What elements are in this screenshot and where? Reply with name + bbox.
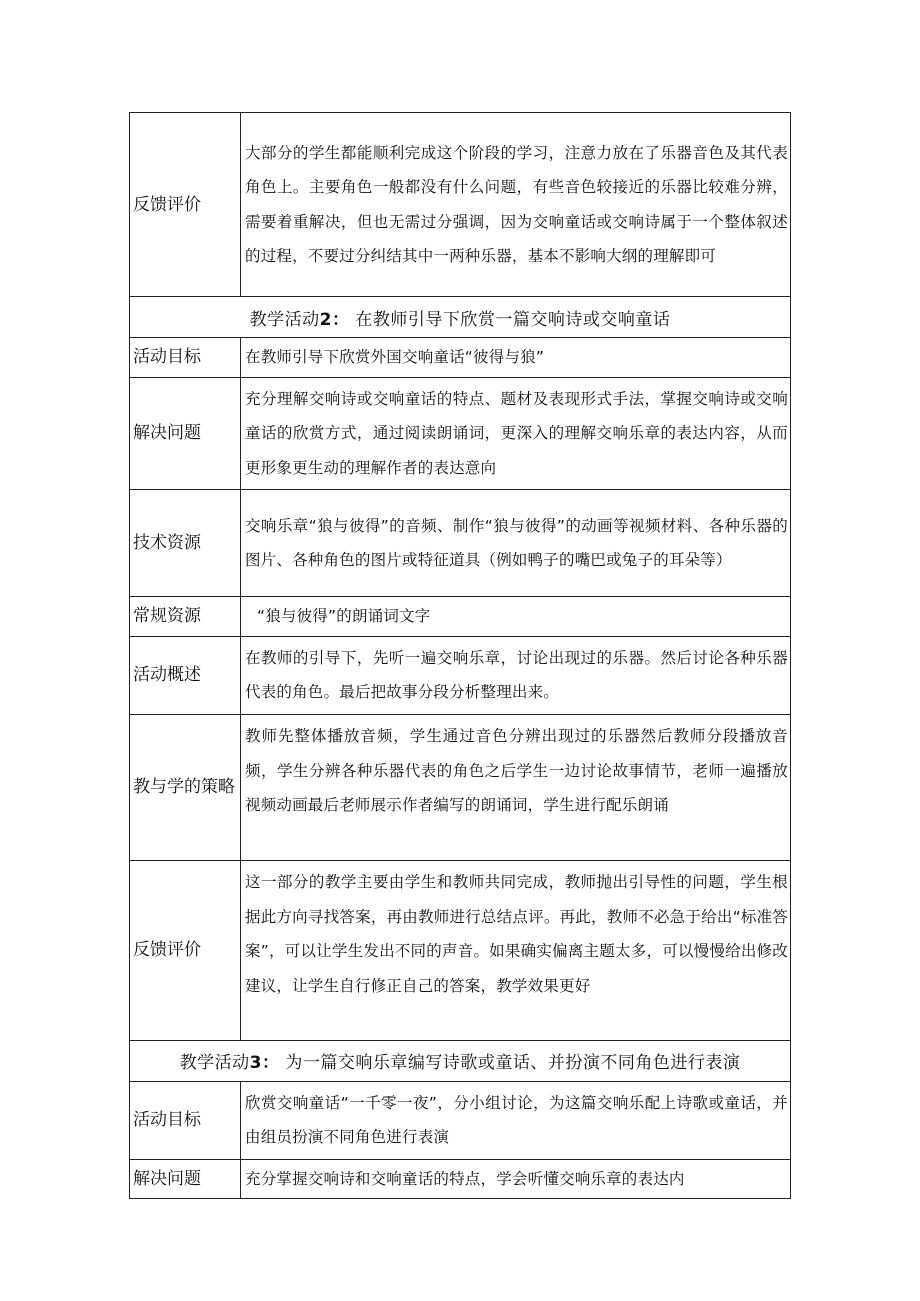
table-row-goal-2 [130, 338, 791, 378]
row-label: 技术资源 [130, 490, 241, 597]
row-label: 教与学的策略 [130, 714, 241, 860]
row-content: 欣赏交响童话“一千零一夜”，分小组讨论，为这篇交响乐配上诗歌或童话，并由组员扮演不同角色进行表演 [241, 1081, 791, 1159]
row-content: “狼与彼得”的朗诵词文字 [241, 597, 791, 637]
row-label: 活动目标 [130, 1081, 241, 1159]
row-content: 在教师的引导下，先听一遍交响乐章，讨论出现过的乐器。然后讨论各种乐器代表的角色。最后把故事分段分析整理出来。 [241, 636, 791, 714]
row-label: 活动目标 [130, 338, 241, 378]
row-content: 交响乐章“狼与彼得”的音频、制作“狼与彼得”的动画等视频材料、各种乐器的图片、各种角色的图片或特征道具（例如鸭子的嘴巴或兔子的耳朵等） [241, 490, 791, 597]
table-row-feedback-2 [130, 860, 791, 1040]
heading-number: 2： [319, 309, 350, 330]
table-row-problem-2 [130, 377, 791, 490]
lesson-plan-table [129, 112, 791, 1199]
row-content: 教师先整体播放音频，学生通过音色分辨出现过的乐器然后教师分段播放音频，学生分辨各种乐器代表的角色之后学生一边讨论故事情节，老师一遍播放视频动画最后老师展示作者编写的朗诵词，学生进行配乐朗诵 [241, 714, 791, 860]
table-row-strategy-2 [130, 714, 791, 860]
row-label: 反馈评价 [130, 860, 241, 1040]
heading-prefix: 教学活动 [179, 1053, 250, 1073]
row-content: 充分理解交响诗或交响童话的特点、题材及表现形式手法，掌握交响诗或交响童话的欣赏方式，通过阅读朗诵词，更深入的理解交响乐章的表达内容，从而更形象更生动的理解作者的表达意向 [241, 377, 791, 490]
heading-title: 为一篇交响乐章编写诗歌或童话、并扮演不同角色进行表演 [285, 1053, 741, 1073]
table-row-problem-3 [130, 1159, 791, 1199]
row-label: 反馈评价 [130, 113, 241, 297]
heading-title: 在教师引导下欣赏一篇交响诗或交响童话 [355, 309, 671, 330]
heading-number: 3： [249, 1053, 280, 1073]
activity-heading-3 [130, 1040, 791, 1081]
activity-heading-2 [130, 297, 791, 338]
row-label: 解决问题 [130, 377, 241, 490]
row-content: 充分掌握交响诗和交响童话的特点，学会听懂交响乐章的表达内 [241, 1159, 791, 1199]
table-row-overview-2 [130, 636, 791, 714]
table-row-tech-2 [130, 490, 791, 597]
row-label: 解决问题 [130, 1159, 241, 1199]
row-label: 活动概述 [130, 636, 241, 714]
table-row-feedback-1 [130, 113, 791, 297]
row-label: 常规资源 [130, 597, 241, 637]
row-content: 大部分的学生都能顺利完成这个阶段的学习，注意力放在了乐器音色及其代表角色上。主要角色一般都没有什么问题，有些音色较接近的乐器比较难分辨，需要着重解决，但也无需过分强调，因为交响童话或交响诗属于一个整体叙述的过程，不要过分纠结其中一两种乐器，基本不影响大纲的理解即可 [241, 113, 791, 297]
table-row-regular-2 [130, 597, 791, 637]
row-content: 这一部分的教学主要由学生和教师共同完成，教师抛出引导性的问题，学生根据此方向寻找答案，再由教师进行总结点评。再此，教师不必急于给出“标准答案”，可以让学生发出不同的声音。如果确实偏离主题太多，可以慢慢给出修改建议，让学生自行修正自己的答案，教学效果更好 [241, 860, 791, 1040]
table-row-goal-3 [130, 1081, 791, 1159]
heading-prefix: 教学活动 [249, 309, 320, 330]
row-content: 在教师引导下欣赏外国交响童话“彼得与狼” [241, 338, 791, 378]
